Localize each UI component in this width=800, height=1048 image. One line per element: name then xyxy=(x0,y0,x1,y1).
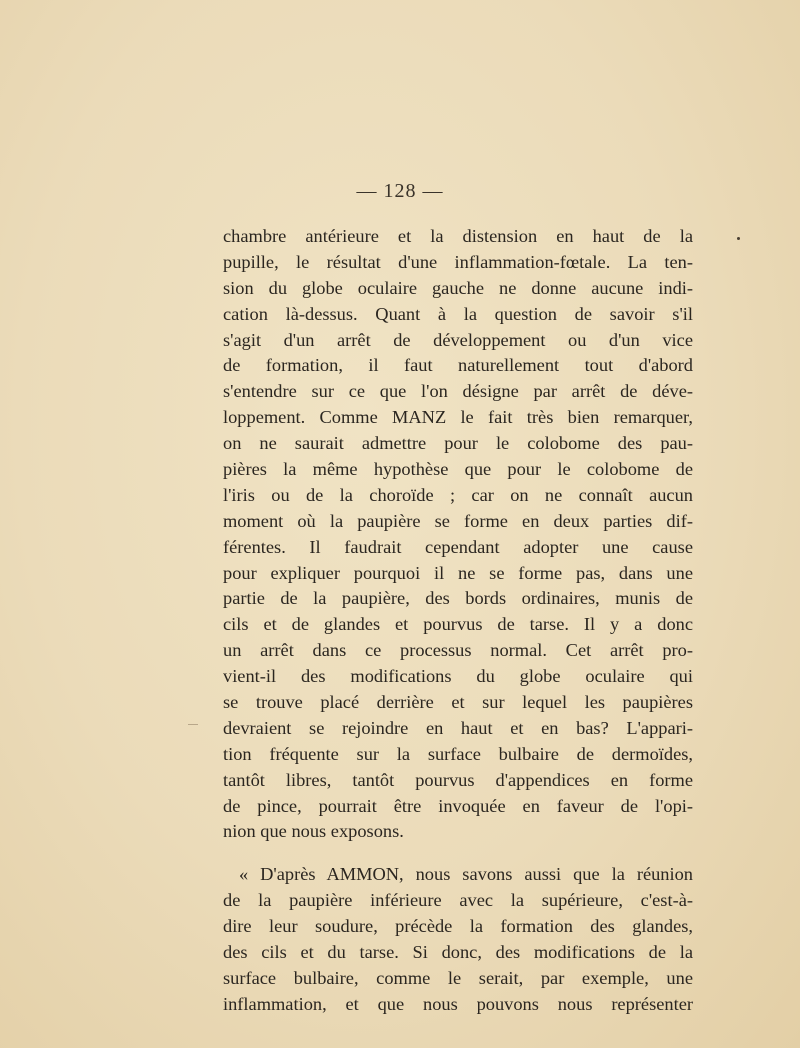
text-line: s'entendre sur ce que l'on désigne par arrêt de déve- xyxy=(223,381,693,402)
text-line: cils et de glandes et pourvus de tarse. Il y a donc xyxy=(223,614,693,635)
text-line: sion du globe oculaire gauche ne donne aucune indi- xyxy=(223,277,693,298)
text-line: nion que nous exposons. xyxy=(223,821,404,842)
text-line: pour expliquer pourquoi il ne se forme pas, dans une xyxy=(223,562,693,583)
text-line: on ne saurait admettre pour le colobome des pau- xyxy=(223,433,693,454)
text-line: de formation, il faut naturellement tout d'abord xyxy=(223,355,693,376)
page-number: — 128 — xyxy=(356,180,444,202)
text-line: de la paupière inférieure avec la supérieure, c'est-à- xyxy=(223,890,693,911)
text-line: « D'après AMMON, nous savons aussi que la réunion xyxy=(239,864,693,885)
text-line: pupille, le résultat d'une inflammation-fœtale. La ten- xyxy=(223,251,693,272)
body-text xyxy=(223,224,693,1018)
paragraph-gap xyxy=(223,845,693,862)
text-line: partie de la paupière, des bords ordinaires, munis de xyxy=(223,588,693,609)
text-line: inflammation, et que nous pouvons nous représenter xyxy=(223,993,693,1014)
text-line: un arrêt dans ce processus normal. Cet arrêt pro- xyxy=(223,640,693,661)
text-line: tantôt libres, tantôt pourvus d'appendices en forme xyxy=(223,769,693,790)
text-line: férentes. Il faudrait cependant adopter une cause xyxy=(223,536,693,557)
text-line: s'agit d'un arrêt de développement ou d'un vice xyxy=(223,329,693,350)
text-line: tion fréquente sur la surface bulbaire de dermoïdes, xyxy=(223,743,693,764)
text-line: vient-il des modifications du globe oculaire qui xyxy=(223,666,693,687)
text-line: l'iris ou de la choroïde ; car on ne connaît aucun xyxy=(223,484,693,505)
text-line: devraient se rejoindre en haut et en bas? L'appari- xyxy=(223,717,693,738)
text-line: de pince, pourrait être invoquée en faveur de l'opi- xyxy=(223,795,693,816)
text-line: chambre antérieure et la distension en haut de la xyxy=(223,226,693,246)
paragraph-1 xyxy=(223,224,693,845)
margin-mark xyxy=(737,237,740,240)
text-line: loppement. Comme MANZ le fait très bien remarquer, xyxy=(223,407,693,428)
text-line: se trouve placé derrière et sur lequel les paupières xyxy=(223,692,693,713)
text-line: cation là-dessus. Quant à la question de savoir s'il xyxy=(223,303,693,324)
text-line: dire leur soudure, précède la formation des glandes, xyxy=(223,916,693,937)
text-line: moment où la paupière se forme en deux parties dif- xyxy=(223,510,693,531)
margin-mark-left xyxy=(188,724,198,725)
paragraph-2 xyxy=(223,862,693,1017)
text-line: surface bulbaire, comme le serait, par exemple, une xyxy=(223,967,693,988)
text-line: des cils et du tarse. Si donc, des modifications de la xyxy=(223,942,693,963)
text-line: pières la même hypothèse que pour le colobome de xyxy=(223,459,693,480)
